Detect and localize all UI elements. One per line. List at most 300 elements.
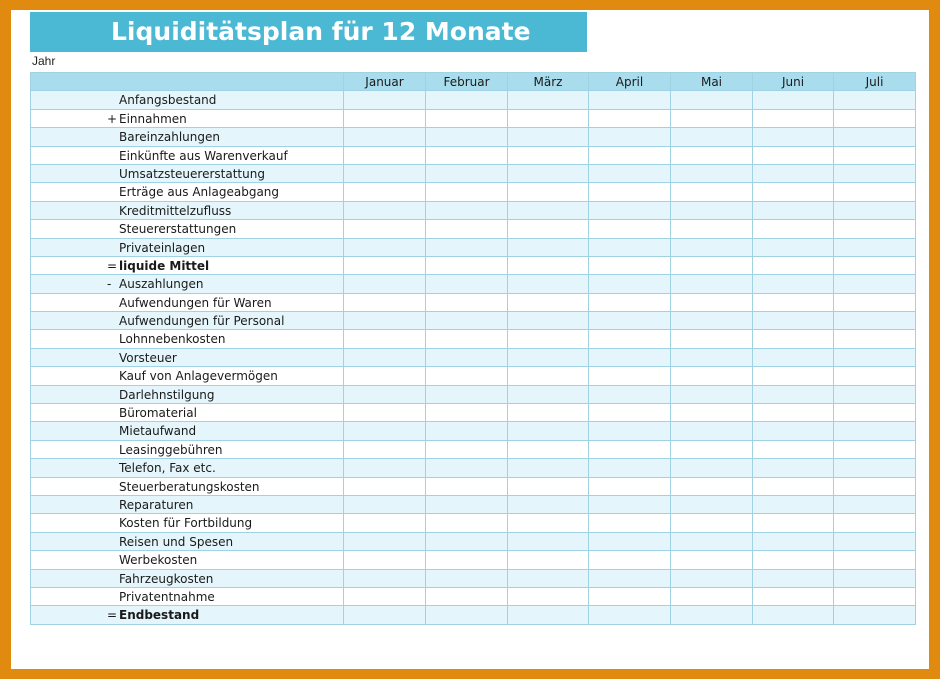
value-cell[interactable] — [589, 275, 671, 293]
value-cell[interactable] — [671, 91, 753, 109]
value-cell[interactable] — [671, 459, 753, 477]
value-cell[interactable] — [426, 532, 508, 550]
value-cell[interactable] — [589, 404, 671, 422]
value-cell[interactable] — [671, 440, 753, 458]
value-cell[interactable] — [508, 91, 589, 109]
value-cell[interactable] — [508, 256, 589, 274]
value-cell[interactable] — [589, 551, 671, 569]
value-cell[interactable] — [426, 91, 508, 109]
row-label: Mietaufwand — [119, 424, 197, 439]
row-label-cell[interactable] — [31, 109, 344, 127]
row-label: Reparaturen — [119, 497, 194, 512]
value-cell[interactable] — [671, 128, 753, 146]
value-cell[interactable] — [426, 477, 508, 495]
value-cell[interactable] — [589, 459, 671, 477]
row-label: Endbestand — [119, 608, 200, 623]
value-cell[interactable] — [344, 164, 426, 182]
value-cell[interactable] — [671, 367, 753, 385]
row-label-cell[interactable] — [31, 348, 344, 366]
value-cell[interactable] — [508, 514, 589, 532]
value-cell[interactable] — [671, 238, 753, 256]
row-label-cell[interactable] — [31, 587, 344, 605]
value-cell[interactable] — [344, 569, 426, 587]
row-label-cell[interactable] — [31, 606, 344, 624]
value-cell[interactable] — [834, 201, 916, 219]
value-cell[interactable] — [834, 109, 916, 127]
value-cell[interactable] — [589, 256, 671, 274]
value-cell[interactable] — [344, 551, 426, 569]
value-cell[interactable] — [671, 532, 753, 550]
value-cell[interactable] — [753, 477, 834, 495]
value-cell[interactable] — [589, 532, 671, 550]
value-cell[interactable] — [589, 312, 671, 330]
value-cell[interactable] — [753, 164, 834, 182]
value-cell[interactable] — [671, 293, 753, 311]
row-label-cell[interactable] — [31, 532, 344, 550]
value-cell[interactable] — [834, 440, 916, 458]
header-month[interactable]: Februar — [426, 73, 508, 91]
value-cell[interactable] — [589, 367, 671, 385]
row-label-cell[interactable] — [31, 514, 344, 532]
table-row — [31, 146, 916, 164]
value-cell[interactable] — [834, 532, 916, 550]
value-cell[interactable] — [834, 477, 916, 495]
value-cell[interactable] — [426, 514, 508, 532]
value-cell[interactable] — [344, 146, 426, 164]
value-cell[interactable] — [426, 183, 508, 201]
value-cell[interactable] — [753, 551, 834, 569]
value-cell[interactable] — [753, 220, 834, 238]
value-cell[interactable] — [508, 551, 589, 569]
value-cell[interactable] — [426, 330, 508, 348]
table-row — [31, 477, 916, 495]
value-cell[interactable] — [344, 532, 426, 550]
value-cell[interactable] — [834, 164, 916, 182]
row-label: Lohnnebenkosten — [119, 332, 226, 347]
value-cell[interactable] — [344, 404, 426, 422]
row-label: Reisen und Spesen — [119, 534, 234, 549]
value-cell[interactable] — [344, 238, 426, 256]
value-cell[interactable] — [671, 348, 753, 366]
value-cell[interactable] — [671, 385, 753, 403]
value-cell[interactable] — [508, 201, 589, 219]
value-cell[interactable] — [671, 146, 753, 164]
value-cell[interactable] — [834, 514, 916, 532]
value-cell[interactable] — [753, 514, 834, 532]
table-row — [31, 220, 916, 238]
table-row — [31, 532, 916, 550]
value-cell[interactable] — [344, 422, 426, 440]
value-cell[interactable] — [344, 275, 426, 293]
value-cell[interactable] — [834, 569, 916, 587]
value-cell[interactable] — [671, 256, 753, 274]
row-label: Steuerberatungskosten — [119, 479, 260, 494]
row-label: Privateinlagen — [119, 240, 206, 255]
header-month[interactable]: Juni — [753, 73, 834, 91]
value-cell[interactable] — [753, 312, 834, 330]
value-cell[interactable] — [671, 587, 753, 605]
header-month[interactable]: Januar — [344, 73, 426, 91]
value-cell[interactable] — [426, 293, 508, 311]
value-cell[interactable] — [671, 312, 753, 330]
value-cell[interactable] — [753, 440, 834, 458]
row-sign: + — [107, 111, 118, 126]
value-cell[interactable] — [426, 459, 508, 477]
value-cell[interactable] — [508, 146, 589, 164]
value-cell[interactable] — [508, 367, 589, 385]
value-cell[interactable] — [834, 330, 916, 348]
value-cell[interactable] — [753, 422, 834, 440]
row-label-cell[interactable] — [31, 422, 344, 440]
value-cell[interactable] — [834, 587, 916, 605]
page-title: Liquiditätsplan für 12 Monate — [30, 12, 587, 52]
row-label: Aufwendungen für Personal — [119, 314, 285, 329]
value-cell[interactable] — [753, 109, 834, 127]
year-label: Jahr — [32, 54, 56, 68]
value-cell[interactable] — [344, 606, 426, 624]
row-label-cell[interactable] — [31, 367, 344, 385]
value-cell[interactable] — [508, 495, 589, 513]
row-label-cell[interactable] — [31, 183, 344, 201]
value-cell[interactable] — [753, 385, 834, 403]
value-cell[interactable] — [344, 330, 426, 348]
value-cell[interactable] — [344, 514, 426, 532]
value-cell[interactable] — [671, 109, 753, 127]
row-label-cell[interactable] — [31, 146, 344, 164]
value-cell[interactable] — [426, 128, 508, 146]
value-cell[interactable] — [671, 201, 753, 219]
value-cell[interactable] — [589, 477, 671, 495]
value-cell[interactable] — [834, 146, 916, 164]
row-label-cell[interactable] — [31, 330, 344, 348]
table-row — [31, 606, 916, 624]
row-label: Darlehnstilgung — [119, 387, 215, 402]
row-sign: = — [107, 258, 118, 273]
value-cell[interactable] — [589, 91, 671, 109]
value-cell[interactable] — [671, 569, 753, 587]
value-cell[interactable] — [753, 495, 834, 513]
value-cell[interactable] — [671, 606, 753, 624]
row-label: Fahrzeugkosten — [119, 571, 214, 586]
value-cell[interactable] — [426, 440, 508, 458]
row-label-cell[interactable] — [31, 495, 344, 513]
value-cell[interactable] — [671, 275, 753, 293]
value-cell[interactable] — [426, 164, 508, 182]
value-cell[interactable] — [344, 109, 426, 127]
value-cell[interactable] — [508, 404, 589, 422]
value-cell[interactable] — [834, 275, 916, 293]
row-label-cell[interactable] — [31, 312, 344, 330]
value-cell[interactable] — [753, 146, 834, 164]
value-cell[interactable] — [589, 495, 671, 513]
value-cell[interactable] — [589, 293, 671, 311]
row-label: Kosten für Fortbildung — [119, 516, 253, 531]
value-cell[interactable] — [426, 385, 508, 403]
value-cell[interactable] — [834, 404, 916, 422]
row-sign: = — [107, 608, 118, 623]
value-cell[interactable] — [344, 201, 426, 219]
row-label: Anfangsbestand — [119, 93, 217, 108]
liquidity-table — [30, 72, 916, 625]
value-cell[interactable] — [426, 312, 508, 330]
value-cell[interactable] — [508, 459, 589, 477]
value-cell[interactable] — [426, 606, 508, 624]
value-cell[interactable] — [834, 606, 916, 624]
value-cell[interactable] — [426, 367, 508, 385]
value-cell[interactable] — [344, 385, 426, 403]
value-cell[interactable] — [508, 183, 589, 201]
row-label-cell[interactable] — [31, 238, 344, 256]
value-cell[interactable] — [426, 348, 508, 366]
value-cell[interactable] — [508, 128, 589, 146]
value-cell[interactable] — [589, 348, 671, 366]
value-cell[interactable] — [344, 459, 426, 477]
value-cell[interactable] — [834, 551, 916, 569]
table-row — [31, 459, 916, 477]
value-cell[interactable] — [508, 385, 589, 403]
table-row — [31, 367, 916, 385]
value-cell[interactable] — [834, 348, 916, 366]
value-cell[interactable] — [834, 459, 916, 477]
row-label-cell[interactable] — [31, 164, 344, 182]
value-cell[interactable] — [671, 220, 753, 238]
value-cell[interactable] — [753, 128, 834, 146]
row-label: Einkünfte aus Warenverkauf — [119, 148, 288, 163]
value-cell[interactable] — [508, 312, 589, 330]
row-label-cell[interactable] — [31, 275, 344, 293]
value-cell[interactable] — [426, 551, 508, 569]
table-row — [31, 128, 916, 146]
table-row — [31, 569, 916, 587]
row-label-cell[interactable] — [31, 128, 344, 146]
value-cell[interactable] — [753, 606, 834, 624]
header-month[interactable]: März — [508, 73, 589, 91]
row-label-cell[interactable] — [31, 404, 344, 422]
value-cell[interactable] — [589, 514, 671, 532]
value-cell[interactable] — [589, 164, 671, 182]
value-cell[interactable] — [508, 348, 589, 366]
row-label: Kreditmittelzufluss — [119, 203, 232, 218]
value-cell[interactable] — [753, 330, 834, 348]
row-label: Telefon, Fax etc. — [119, 461, 216, 476]
value-cell[interactable] — [753, 293, 834, 311]
value-cell[interactable] — [589, 422, 671, 440]
value-cell[interactable] — [344, 348, 426, 366]
value-cell[interactable] — [671, 514, 753, 532]
value-cell[interactable] — [834, 183, 916, 201]
value-cell[interactable] — [426, 422, 508, 440]
value-cell[interactable] — [344, 312, 426, 330]
value-cell[interactable] — [508, 422, 589, 440]
row-label: Bareinzahlungen — [119, 130, 220, 145]
value-cell[interactable] — [753, 404, 834, 422]
value-cell[interactable] — [589, 183, 671, 201]
row-label-cell[interactable] — [31, 220, 344, 238]
table-row — [31, 91, 916, 109]
value-cell[interactable] — [426, 220, 508, 238]
row-label-cell[interactable] — [31, 459, 344, 477]
value-cell[interactable] — [426, 238, 508, 256]
value-cell[interactable] — [508, 109, 589, 127]
value-cell[interactable] — [344, 220, 426, 238]
row-label-cell[interactable] — [31, 477, 344, 495]
value-cell[interactable] — [508, 164, 589, 182]
table-row — [31, 275, 916, 293]
table-row — [31, 404, 916, 422]
value-cell[interactable] — [753, 532, 834, 550]
value-cell[interactable] — [834, 422, 916, 440]
value-cell[interactable] — [508, 477, 589, 495]
value-cell[interactable] — [426, 146, 508, 164]
value-cell[interactable] — [753, 91, 834, 109]
header-month[interactable]: Mai — [671, 73, 753, 91]
row-sign: - — [107, 277, 112, 292]
header-label-cell[interactable] — [31, 73, 344, 91]
table-row — [31, 109, 916, 127]
value-cell[interactable] — [589, 606, 671, 624]
value-cell[interactable] — [508, 569, 589, 587]
value-cell[interactable] — [753, 256, 834, 274]
row-label: Leasinggebühren — [119, 442, 223, 457]
value-cell[interactable] — [753, 275, 834, 293]
value-cell[interactable] — [753, 459, 834, 477]
value-cell[interactable] — [426, 256, 508, 274]
row-label-cell[interactable] — [31, 293, 344, 311]
table-row — [31, 514, 916, 532]
value-cell[interactable] — [753, 587, 834, 605]
value-cell[interactable] — [508, 275, 589, 293]
value-cell[interactable] — [671, 495, 753, 513]
row-label: Werbekosten — [119, 553, 198, 568]
row-label-cell[interactable] — [31, 569, 344, 587]
value-cell[interactable] — [344, 367, 426, 385]
row-label: Auszahlungen — [119, 277, 204, 292]
value-cell[interactable] — [426, 109, 508, 127]
value-cell[interactable] — [589, 146, 671, 164]
value-cell[interactable] — [508, 238, 589, 256]
value-cell[interactable] — [344, 256, 426, 274]
value-cell[interactable] — [344, 440, 426, 458]
value-cell[interactable] — [589, 440, 671, 458]
value-cell[interactable] — [426, 404, 508, 422]
value-cell[interactable] — [753, 183, 834, 201]
value-cell[interactable] — [344, 183, 426, 201]
table-row — [31, 256, 916, 274]
row-label-cell[interactable] — [31, 91, 344, 109]
value-cell[interactable] — [753, 201, 834, 219]
value-cell[interactable] — [426, 569, 508, 587]
value-cell[interactable] — [589, 587, 671, 605]
header-month[interactable]: Juli — [834, 73, 916, 91]
value-cell[interactable] — [508, 606, 589, 624]
row-label-cell[interactable] — [31, 551, 344, 569]
value-cell[interactable] — [508, 532, 589, 550]
table-row — [31, 312, 916, 330]
value-cell[interactable] — [671, 164, 753, 182]
value-cell[interactable] — [753, 569, 834, 587]
spreadsheet-page — [11, 10, 929, 669]
row-label: Kauf von Anlagevermögen — [119, 369, 278, 384]
value-cell[interactable] — [344, 495, 426, 513]
table-row — [31, 587, 916, 605]
table-row — [31, 330, 916, 348]
value-cell[interactable] — [834, 385, 916, 403]
header-month[interactable]: April — [589, 73, 671, 91]
row-label-cell[interactable] — [31, 256, 344, 274]
row-label: Erträge aus Anlageabgang — [119, 185, 280, 200]
row-label: Aufwendungen für Waren — [119, 295, 272, 310]
table-row — [31, 164, 916, 182]
value-cell[interactable] — [589, 385, 671, 403]
row-label-cell[interactable] — [31, 201, 344, 219]
value-cell[interactable] — [344, 91, 426, 109]
value-cell[interactable] — [671, 422, 753, 440]
value-cell[interactable] — [426, 495, 508, 513]
value-cell[interactable] — [671, 404, 753, 422]
table-row — [31, 238, 916, 256]
row-label: liquide Mittel — [119, 258, 210, 273]
value-cell[interactable] — [589, 109, 671, 127]
table-body — [31, 91, 916, 624]
table-row — [31, 551, 916, 569]
value-cell[interactable] — [671, 330, 753, 348]
value-cell[interactable] — [426, 201, 508, 219]
value-cell[interactable] — [589, 330, 671, 348]
value-cell[interactable] — [834, 256, 916, 274]
value-cell[interactable] — [834, 312, 916, 330]
value-cell[interactable] — [589, 238, 671, 256]
header-row — [31, 73, 916, 91]
row-label: Umsatzsteuererstattung — [119, 166, 265, 181]
value-cell[interactable] — [834, 91, 916, 109]
value-cell[interactable] — [753, 367, 834, 385]
table-row — [31, 440, 916, 458]
value-cell[interactable] — [508, 330, 589, 348]
table-row — [31, 348, 916, 366]
value-cell[interactable] — [834, 495, 916, 513]
row-label: Steuererstattungen — [119, 222, 237, 237]
row-label-cell[interactable] — [31, 440, 344, 458]
row-label: Einnahmen — [119, 111, 187, 126]
value-cell[interactable] — [753, 238, 834, 256]
row-label: Vorsteuer — [119, 350, 177, 365]
value-cell[interactable] — [426, 587, 508, 605]
row-label-cell[interactable] — [31, 385, 344, 403]
value-cell[interactable] — [671, 183, 753, 201]
value-cell[interactable] — [508, 587, 589, 605]
value-cell[interactable] — [589, 220, 671, 238]
value-cell[interactable] — [834, 238, 916, 256]
value-cell[interactable] — [834, 220, 916, 238]
value-cell[interactable] — [344, 587, 426, 605]
value-cell[interactable] — [671, 551, 753, 569]
value-cell[interactable] — [344, 477, 426, 495]
value-cell[interactable] — [508, 220, 589, 238]
value-cell[interactable] — [589, 128, 671, 146]
value-cell[interactable] — [834, 128, 916, 146]
value-cell[interactable] — [753, 348, 834, 366]
value-cell[interactable] — [426, 275, 508, 293]
value-cell[interactable] — [508, 293, 589, 311]
value-cell[interactable] — [589, 569, 671, 587]
value-cell[interactable] — [834, 367, 916, 385]
value-cell[interactable] — [671, 477, 753, 495]
value-cell[interactable] — [834, 293, 916, 311]
value-cell[interactable] — [589, 201, 671, 219]
value-cell[interactable] — [508, 440, 589, 458]
value-cell[interactable] — [344, 293, 426, 311]
value-cell[interactable] — [344, 128, 426, 146]
